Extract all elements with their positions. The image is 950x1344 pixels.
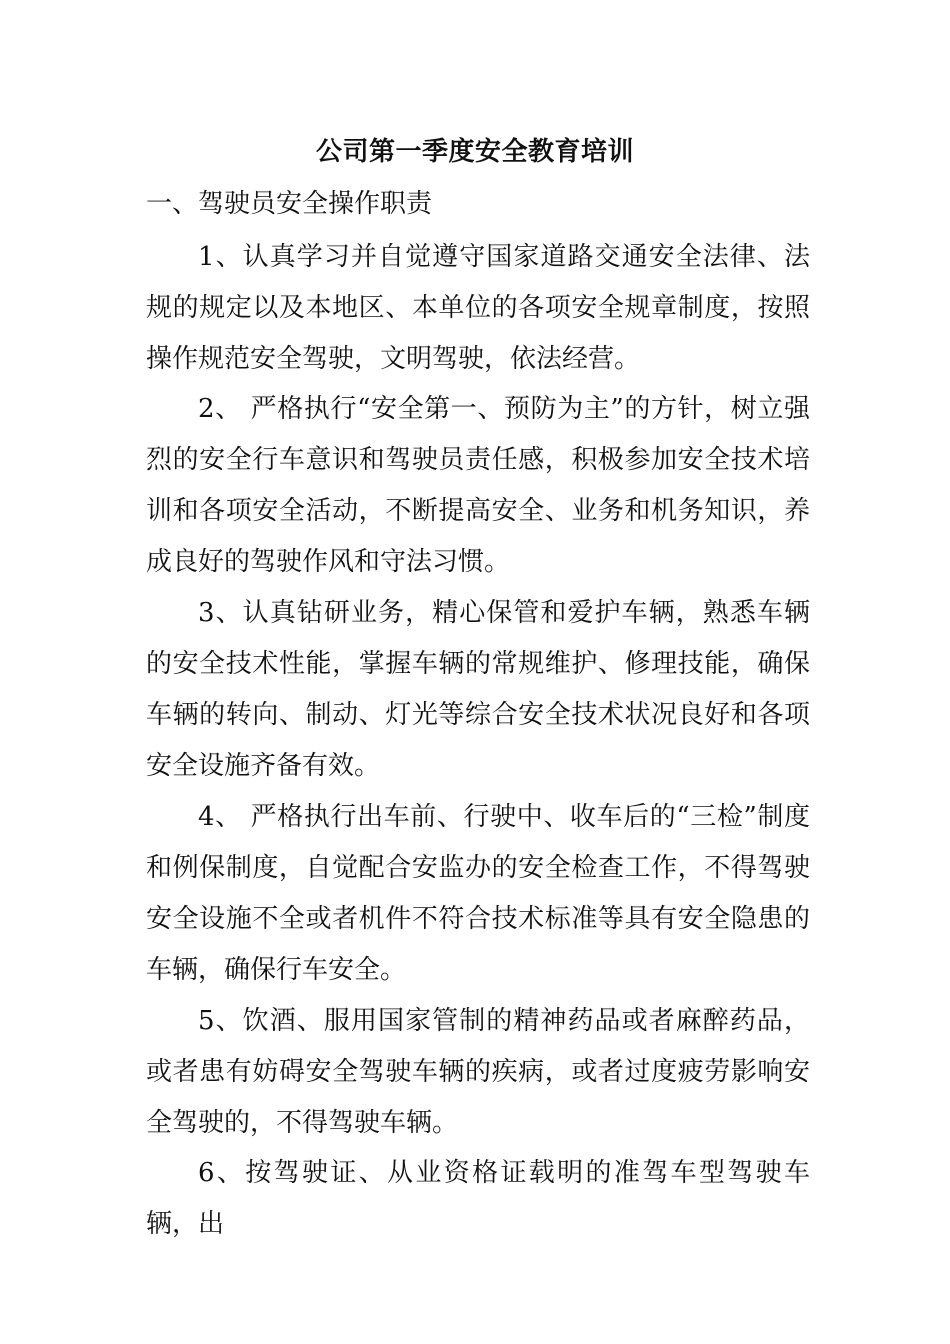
paragraph-5: 5、饮酒、服用国家管制的精神药品或者麻醉药品，或者患有妨碍安全驾驶车辆的疾病，或者过度疲劳影响安全驾驶的，不得驾驶车辆。 [146,1006,810,1138]
paragraph-3: 3、认真钻研业务，精心保管和爱护车辆，熟悉车辆的安全技术性能，掌握车辆的常规维护、修理技能，确保车辆的转向、制动、灯光等综合安全技术状况良好和各项安全设施齐备有效。 [146,598,810,781]
paragraph-1: 1、认真学习并自觉遵守国家道路交通安全法律、法规的规定以及本地区、本单位的各项安全规章制度，按照操作规范安全驾驶，文明驾驶，依法经营。 [146,242,810,374]
paragraph-4: 4、 严格执行出车前、行驶中、收车后的“三检”制度和例保制度，自觉配合安监办的安全检查工作，不得驾驶安全设施不全或者机件不符合技术标准等具有安全隐患的车辆，确保行车安全。 [146,802,810,985]
page-title: 公司第一季度安全教育培训 [315,137,634,167]
section-heading: 一、驾驶员安全操作职责 [146,189,433,219]
paragraph-6: 6、按驾驶证、从业资格证载明的准驾车型驾驶车辆，出 [146,1158,810,1239]
paragraph-2: 2、 严格执行“安全第一、预防为主”的方针，树立强烈的安全行车意识和驾驶员责任感，积极参加安全技术培训和各项安全活动，不断提高安全、业务和机务知识，养成良好的驾驶作风和守法习惯。 [146,394,810,577]
